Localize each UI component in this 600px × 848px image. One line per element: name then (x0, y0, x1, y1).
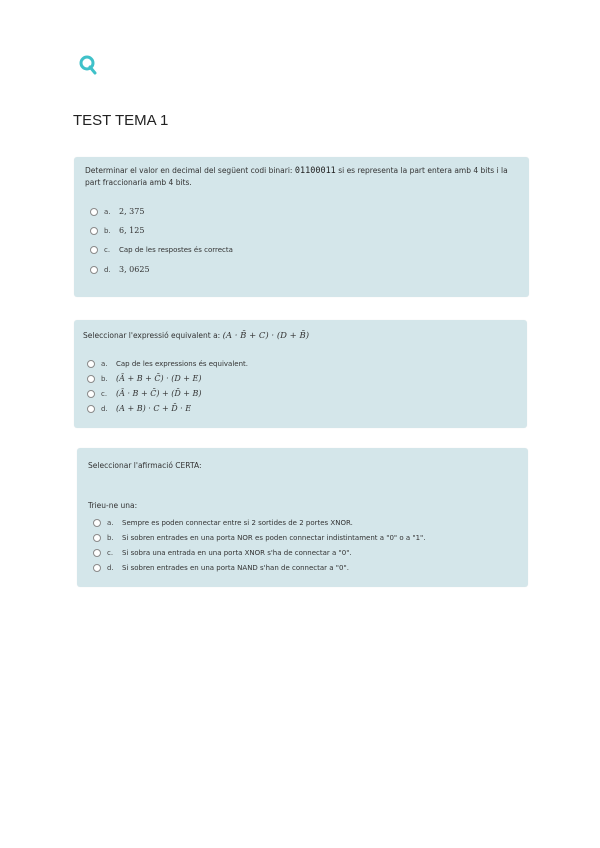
radio-button[interactable] (93, 519, 101, 527)
option-text: Cap de les expressions és equivalent. (116, 360, 248, 368)
radio-button[interactable] (87, 390, 95, 398)
option-text: Si sobra una entrada en una porta XNOR s'ha de connectar a "0". (122, 549, 352, 557)
radio-button[interactable] (90, 208, 98, 216)
question-prompt: Determinar el valor en decimal del següent codi binari: 01100011 si es representa la part entera amb 4 bits i la part fraccionaria amb 4 bits. (85, 166, 508, 187)
option-c[interactable]: c. Cap de les respostes és correcta (90, 246, 233, 254)
radio-button[interactable] (90, 227, 98, 235)
question-card-3 (77, 448, 528, 587)
radio-button[interactable] (87, 405, 95, 413)
radio-button[interactable] (90, 266, 98, 274)
radio-button[interactable] (93, 534, 101, 542)
page-title: TEST TEMA 1 (73, 112, 169, 129)
choose-one-label: Trieu-ne una: (88, 501, 138, 510)
question-prompt: Seleccionar l'expressió equivalent a: (A · B̄ + C) · (D + B̄) (83, 331, 310, 341)
option-d[interactable]: d. Si sobren entrades en una porta NAND s'han de connectar a "0". (93, 564, 349, 572)
option-b[interactable]: b. (Ā + B + C̄) · (D + E) (87, 374, 202, 383)
option-text: (Ā · B + C̄) + (D̄ + B) (116, 389, 202, 398)
radio-button[interactable] (87, 360, 95, 368)
option-a[interactable]: a. Cap de les expressions és equivalent. (87, 360, 248, 368)
option-text: 2, 375 (119, 207, 145, 216)
radio-button[interactable] (90, 246, 98, 254)
q-logo-icon (78, 54, 98, 76)
radio-button[interactable] (87, 375, 95, 383)
option-text: Sempre es poden connectar entre si 2 sortides de 2 portes XNOR. (122, 519, 353, 527)
option-text: Cap de les respostes és correcta (119, 246, 233, 254)
option-a[interactable]: a. 2, 375 (90, 207, 144, 216)
option-c[interactable]: c. (Ā · B + C̄) + (D̄ + B) (87, 389, 202, 398)
option-d[interactable]: d. (A + B) · C + D̄ · E (87, 404, 191, 413)
option-c[interactable]: c. Si sobra una entrada en una porta XNOR s'ha de connectar a "0". (93, 549, 352, 557)
option-text: 6, 125 (119, 226, 145, 235)
question-card-1 (74, 157, 529, 297)
option-text: (Ā + B + C̄) · (D + E) (116, 374, 202, 383)
option-a[interactable]: a. Sempre es poden connectar entre si 2 sortides de 2 portes XNOR. (93, 519, 353, 527)
option-text: Si sobren entrades en una porta NAND s'han de connectar a "0". (122, 564, 349, 572)
option-b[interactable]: b. Si sobren entrades en una porta NOR es poden connectar indistintament a "0" o a "1". (93, 534, 426, 542)
binary-code: 01100011 (294, 166, 336, 176)
option-text: 3, 0625 (119, 265, 150, 274)
option-b[interactable]: b. 6, 125 (90, 226, 144, 235)
option-d[interactable]: d. 3, 0625 (90, 265, 150, 274)
option-text: Si sobren entrades en una porta NOR es poden connectar indistintament a "0" o a "1". (122, 534, 426, 542)
radio-button[interactable] (93, 549, 101, 557)
question-prompt: Seleccionar l'afirmació CERTA: (88, 461, 202, 470)
radio-button[interactable] (93, 564, 101, 572)
math-expression: (A · B̄ + C) · (D + B̄) (222, 331, 310, 341)
option-text: (A + B) · C + D̄ · E (116, 404, 192, 413)
question-card-2 (74, 320, 527, 428)
